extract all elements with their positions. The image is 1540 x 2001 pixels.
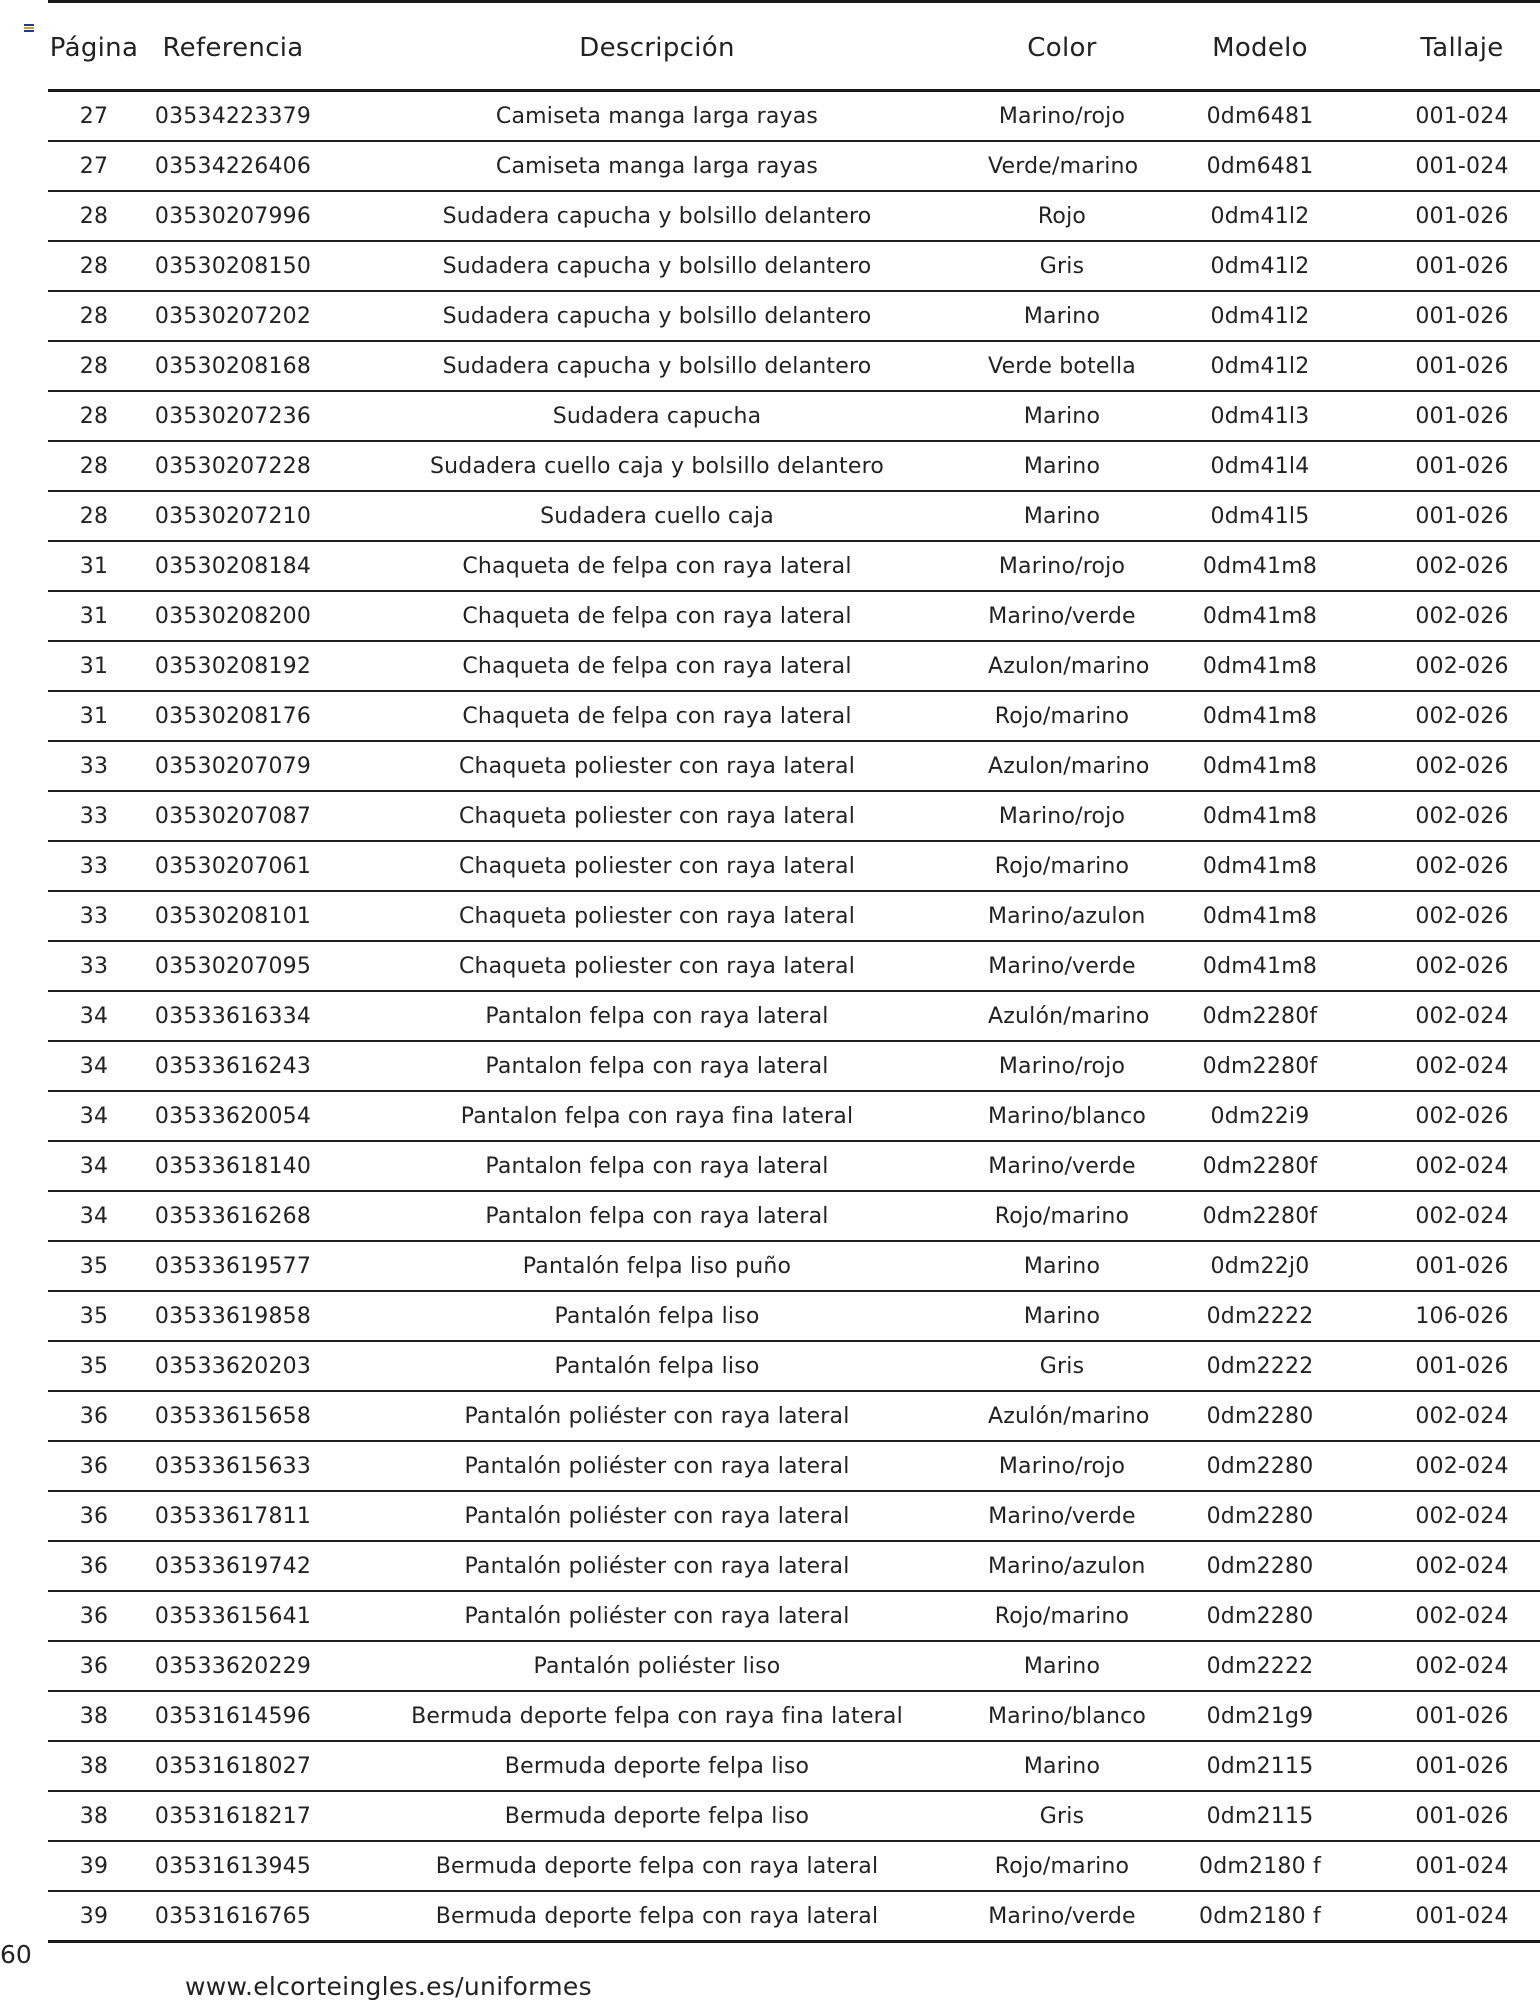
cell-descripcion: Pantalón felpa liso <box>326 1341 988 1391</box>
cell-pagina: 27 <box>48 91 140 142</box>
cell-descripcion: Sudadera capucha y bolsillo delantero <box>326 341 988 391</box>
cell-modelo: 0dm6481 <box>1136 141 1384 191</box>
cell-modelo: 0dm41m8 <box>1136 591 1384 641</box>
table-row <box>48 541 1540 591</box>
cell-color: Gris <box>988 1791 1136 1841</box>
cell-tallaje: 002-024 <box>1384 1491 1540 1541</box>
table-row <box>48 1691 1540 1741</box>
cell-referencia: 03530208192 <box>140 641 326 691</box>
table-body <box>48 91 1540 1942</box>
cell-referencia: 03530207095 <box>140 941 326 991</box>
cell-color: Azulón/marino <box>988 991 1136 1041</box>
table-row <box>48 91 1540 142</box>
cell-descripcion: Pantalón poliéster con raya lateral <box>326 1541 988 1591</box>
cell-modelo: 0dm2180 f <box>1136 1841 1384 1891</box>
cell-modelo: 0dm2280 <box>1136 1391 1384 1441</box>
cell-referencia: 03530207061 <box>140 841 326 891</box>
cell-pagina: 34 <box>48 1091 140 1141</box>
cell-tallaje: 002-024 <box>1384 1641 1540 1691</box>
cell-tallaje: 002-026 <box>1384 841 1540 891</box>
header-modelo: Modelo <box>1212 33 1308 63</box>
cell-tallaje: 001-024 <box>1384 1841 1540 1891</box>
table-row <box>48 1591 1540 1641</box>
cell-descripcion: Chaqueta poliester con raya lateral <box>326 891 988 941</box>
cell-modelo: 0dm41l2 <box>1136 191 1384 241</box>
cell-tallaje: 002-026 <box>1384 541 1540 591</box>
cell-color: Rojo/marino <box>988 691 1136 741</box>
cell-descripcion: Pantalón felpa liso puño <box>326 1241 988 1291</box>
cell-color: Rojo/marino <box>988 841 1136 891</box>
table-row <box>48 941 1540 991</box>
table-row <box>48 591 1540 641</box>
page-number: 60 <box>0 1940 32 1969</box>
cell-color: Marino <box>988 291 1136 341</box>
cell-pagina: 36 <box>48 1391 140 1441</box>
cell-color: Azulón/marino <box>988 1391 1136 1441</box>
cell-modelo: 0dm2280 <box>1136 1441 1384 1491</box>
cell-descripcion: Bermuda deporte felpa con raya lateral <box>326 1891 988 1942</box>
cell-pagina: 39 <box>48 1841 140 1891</box>
cell-modelo: 0dm41m8 <box>1136 841 1384 891</box>
header-descripcion: Descripción <box>579 33 735 63</box>
cell-pagina: 31 <box>48 541 140 591</box>
table-row <box>48 191 1540 241</box>
cell-referencia: 03530208200 <box>140 591 326 641</box>
flag-icon <box>24 24 34 32</box>
cell-tallaje: 001-026 <box>1384 391 1540 441</box>
cell-referencia: 03530207202 <box>140 291 326 341</box>
cell-color: Marino/rojo <box>988 791 1136 841</box>
cell-descripcion: Chaqueta de felpa con raya lateral <box>326 691 988 741</box>
cell-modelo: 0dm2280 <box>1136 1591 1384 1641</box>
cell-color: Rojo/marino <box>988 1591 1136 1641</box>
cell-tallaje: 002-026 <box>1384 941 1540 991</box>
cell-pagina: 33 <box>48 841 140 891</box>
cell-referencia: 03533620203 <box>140 1341 326 1391</box>
cell-color: Gris <box>988 241 1136 291</box>
cell-pagina: 38 <box>48 1791 140 1841</box>
table-row <box>48 1891 1540 1942</box>
cell-color: Marino/verde <box>988 1141 1136 1191</box>
cell-color: Marino/rojo <box>988 1441 1136 1491</box>
cell-modelo: 0dm22j0 <box>1136 1241 1384 1291</box>
cell-descripcion: Sudadera capucha y bolsillo delantero <box>326 241 988 291</box>
cell-pagina: 28 <box>48 291 140 341</box>
cell-modelo: 0dm2180 f <box>1136 1891 1384 1942</box>
cell-color: Azulon/marino <box>988 741 1136 791</box>
cell-referencia: 03533618140 <box>140 1141 326 1191</box>
cell-referencia: 03530208184 <box>140 541 326 591</box>
table-row <box>48 1541 1540 1591</box>
cell-color: Marino <box>988 441 1136 491</box>
cell-modelo: 0dm2280f <box>1136 991 1384 1041</box>
cell-color: Marino/verde <box>988 1891 1136 1942</box>
cell-referencia: 03533619742 <box>140 1541 326 1591</box>
cell-pagina: 33 <box>48 891 140 941</box>
cell-tallaje: 002-026 <box>1384 641 1540 691</box>
cell-referencia: 03533616268 <box>140 1191 326 1241</box>
cell-tallaje: 001-026 <box>1384 341 1540 391</box>
cell-pagina: 39 <box>48 1891 140 1942</box>
cell-modelo: 0dm2222 <box>1136 1291 1384 1341</box>
cell-descripcion: Bermuda deporte felpa liso <box>326 1791 988 1841</box>
cell-modelo: 0dm6481 <box>1136 91 1384 142</box>
cell-referencia: 03530208150 <box>140 241 326 291</box>
table-row <box>48 891 1540 941</box>
cell-pagina: 28 <box>48 241 140 291</box>
cell-color: Verde/marino <box>988 141 1136 191</box>
cell-descripcion: Sudadera capucha y bolsillo delantero <box>326 191 988 241</box>
cell-modelo: 0dm41m8 <box>1136 541 1384 591</box>
cell-color: Marino/blanco <box>988 1091 1136 1141</box>
table-row <box>48 1791 1540 1841</box>
cell-pagina: 31 <box>48 691 140 741</box>
cell-color: Marino/verde <box>988 941 1136 991</box>
table-row <box>48 691 1540 741</box>
cell-pagina: 28 <box>48 341 140 391</box>
cell-modelo: 0dm41m8 <box>1136 691 1384 741</box>
cell-referencia: 03533616334 <box>140 991 326 1041</box>
cell-pagina: 38 <box>48 1741 140 1791</box>
cell-color: Marino/azulon <box>988 1541 1136 1591</box>
table-header-row <box>48 2 1540 91</box>
flag-stripe <box>24 30 34 32</box>
cell-referencia: 03533615641 <box>140 1591 326 1641</box>
cell-descripcion: Bermuda deporte felpa con raya lateral <box>326 1841 988 1891</box>
cell-color: Marino/azulon <box>988 891 1136 941</box>
cell-modelo: 0dm41l2 <box>1136 341 1384 391</box>
cell-modelo: 0dm2222 <box>1136 1341 1384 1391</box>
cell-referencia: 03533616243 <box>140 1041 326 1091</box>
table-row <box>48 1641 1540 1691</box>
cell-referencia: 03534223379 <box>140 91 326 142</box>
cell-modelo: 0dm41m8 <box>1136 791 1384 841</box>
cell-tallaje: 002-024 <box>1384 1041 1540 1091</box>
cell-referencia: 03530208168 <box>140 341 326 391</box>
cell-pagina: 34 <box>48 1141 140 1191</box>
cell-tallaje: 001-026 <box>1384 1341 1540 1391</box>
table-row <box>48 291 1540 341</box>
cell-referencia: 03531613945 <box>140 1841 326 1891</box>
cell-modelo: 0dm2115 <box>1136 1741 1384 1791</box>
cell-descripcion: Pantalón poliéster con raya lateral <box>326 1491 988 1541</box>
cell-modelo: 0dm2280 <box>1136 1491 1384 1541</box>
cell-descripcion: Sudadera cuello caja y bolsillo delantero <box>326 441 988 491</box>
cell-tallaje: 001-026 <box>1384 1691 1540 1741</box>
cell-color: Marino <box>988 491 1136 541</box>
cell-modelo: 0dm2280f <box>1136 1191 1384 1241</box>
cell-pagina: 33 <box>48 791 140 841</box>
cell-pagina: 31 <box>48 591 140 641</box>
cell-modelo: 0dm41m8 <box>1136 641 1384 691</box>
table-row <box>48 491 1540 541</box>
cell-referencia: 03533620054 <box>140 1091 326 1141</box>
cell-descripcion: Sudadera capucha y bolsillo delantero <box>326 291 988 341</box>
table-row <box>48 1441 1540 1491</box>
cell-referencia: 03530207996 <box>140 191 326 241</box>
cell-descripcion: Pantalón poliéster con raya lateral <box>326 1591 988 1641</box>
cell-color: Gris <box>988 1341 1136 1391</box>
cell-modelo: 0dm41l2 <box>1136 241 1384 291</box>
cell-color: Verde botella <box>988 341 1136 391</box>
cell-descripcion: Pantalon felpa con raya lateral <box>326 991 988 1041</box>
cell-descripcion: Pantalón felpa liso <box>326 1291 988 1341</box>
table-row <box>48 741 1540 791</box>
cell-tallaje: 002-026 <box>1384 741 1540 791</box>
cell-tallaje: 002-026 <box>1384 791 1540 841</box>
table-row <box>48 1241 1540 1291</box>
cell-descripcion: Chaqueta poliester con raya lateral <box>326 791 988 841</box>
table-row <box>48 1141 1540 1191</box>
cell-tallaje: 106-026 <box>1384 1291 1540 1341</box>
cell-descripcion: Bermuda deporte felpa con raya fina lateral <box>326 1691 988 1741</box>
cell-descripcion: Chaqueta de felpa con raya lateral <box>326 641 988 691</box>
cell-tallaje: 002-024 <box>1384 1141 1540 1191</box>
cell-color: Azulon/marino <box>988 641 1136 691</box>
table-row <box>48 841 1540 891</box>
table-row <box>48 791 1540 841</box>
header-pagina: Página <box>49 33 139 63</box>
table-row <box>48 441 1540 491</box>
product-reference-table <box>48 0 1540 1943</box>
cell-tallaje: 001-024 <box>1384 141 1540 191</box>
cell-tallaje: 002-024 <box>1384 1391 1540 1441</box>
cell-referencia: 03530207228 <box>140 441 326 491</box>
cell-tallaje: 002-026 <box>1384 691 1540 741</box>
table-row <box>48 1741 1540 1791</box>
cell-referencia: 03533620229 <box>140 1641 326 1691</box>
cell-referencia: 03531618217 <box>140 1791 326 1841</box>
cell-color: Marino/blanco <box>988 1691 1136 1741</box>
header-tallaje: Tallaje <box>1420 33 1504 63</box>
cell-modelo: 0dm41l4 <box>1136 441 1384 491</box>
footer-url: www.elcorteingles.es/uniformes <box>185 1972 592 2001</box>
table-row <box>48 641 1540 691</box>
cell-pagina: 31 <box>48 641 140 691</box>
cell-referencia: 03533615633 <box>140 1441 326 1491</box>
cell-referencia: 03533619858 <box>140 1291 326 1341</box>
cell-pagina: 34 <box>48 1041 140 1091</box>
cell-pagina: 28 <box>48 391 140 441</box>
table-row <box>48 341 1540 391</box>
table-row <box>48 991 1540 1041</box>
cell-descripcion: Pantalon felpa con raya lateral <box>326 1041 988 1091</box>
cell-referencia: 03534226406 <box>140 141 326 191</box>
cell-tallaje: 001-026 <box>1384 1791 1540 1841</box>
flag-stripe <box>24 27 34 29</box>
cell-modelo: 0dm2280f <box>1136 1141 1384 1191</box>
cell-color: Marino/rojo <box>988 91 1136 142</box>
cell-color: Rojo/marino <box>988 1841 1136 1891</box>
cell-descripcion: Sudadera capucha <box>326 391 988 441</box>
cell-pagina: 36 <box>48 1441 140 1491</box>
cell-pagina: 36 <box>48 1491 140 1541</box>
cell-pagina: 33 <box>48 941 140 991</box>
table-row <box>48 1091 1540 1141</box>
cell-color: Marino/verde <box>988 591 1136 641</box>
cell-tallaje: 001-024 <box>1384 1891 1540 1942</box>
cell-pagina: 33 <box>48 741 140 791</box>
cell-tallaje: 002-024 <box>1384 1591 1540 1641</box>
cell-pagina: 36 <box>48 1641 140 1691</box>
cell-color: Marino/rojo <box>988 541 1136 591</box>
cell-modelo: 0dm22i9 <box>1136 1091 1384 1141</box>
cell-tallaje: 002-026 <box>1384 1091 1540 1141</box>
cell-modelo: 0dm41l5 <box>1136 491 1384 541</box>
cell-tallaje: 001-026 <box>1384 1241 1540 1291</box>
cell-referencia: 03530207087 <box>140 791 326 841</box>
cell-referencia: 03530208101 <box>140 891 326 941</box>
cell-tallaje: 001-026 <box>1384 241 1540 291</box>
table-row <box>48 1491 1540 1541</box>
cell-descripcion: Pantalon felpa con raya lateral <box>326 1191 988 1241</box>
cell-descripcion: Pantalón poliéster con raya lateral <box>326 1391 988 1441</box>
cell-modelo: 0dm41l3 <box>1136 391 1384 441</box>
header-referencia: Referencia <box>162 33 304 63</box>
cell-referencia: 03530208176 <box>140 691 326 741</box>
cell-color: Marino <box>988 1241 1136 1291</box>
cell-modelo: 0dm41m8 <box>1136 941 1384 991</box>
cell-color: Rojo/marino <box>988 1191 1136 1241</box>
table-row <box>48 141 1540 191</box>
cell-pagina: 34 <box>48 991 140 1041</box>
cell-tallaje: 002-026 <box>1384 591 1540 641</box>
cell-tallaje: 001-026 <box>1384 291 1540 341</box>
table-row <box>48 241 1540 291</box>
table-row <box>48 1191 1540 1241</box>
cell-referencia: 03530207236 <box>140 391 326 441</box>
cell-referencia: 03531618027 <box>140 1741 326 1791</box>
table-row <box>48 1341 1540 1391</box>
cell-tallaje: 001-026 <box>1384 1741 1540 1791</box>
flag-stripe <box>24 24 34 26</box>
cell-pagina: 28 <box>48 491 140 541</box>
table-row <box>48 1841 1540 1891</box>
cell-descripcion: Sudadera cuello caja <box>326 491 988 541</box>
cell-descripcion: Pantalón poliéster liso <box>326 1641 988 1691</box>
cell-pagina: 28 <box>48 441 140 491</box>
cell-tallaje: 002-024 <box>1384 1441 1540 1491</box>
cell-tallaje: 001-026 <box>1384 491 1540 541</box>
cell-descripcion: Chaqueta de felpa con raya lateral <box>326 541 988 591</box>
cell-color: Rojo <box>988 191 1136 241</box>
cell-color: Marino <box>988 1291 1136 1341</box>
cell-descripcion: Camiseta manga larga rayas <box>326 141 988 191</box>
cell-descripcion: Pantalon felpa con raya lateral <box>326 1141 988 1191</box>
cell-pagina: 36 <box>48 1541 140 1591</box>
cell-descripcion: Chaqueta poliester con raya lateral <box>326 941 988 991</box>
cell-pagina: 38 <box>48 1691 140 1741</box>
cell-referencia: 03533619577 <box>140 1241 326 1291</box>
cell-color: Marino/rojo <box>988 1041 1136 1091</box>
cell-pagina: 34 <box>48 1191 140 1241</box>
cell-tallaje: 002-024 <box>1384 991 1540 1041</box>
cell-modelo: 0dm41m8 <box>1136 891 1384 941</box>
cell-descripcion: Chaqueta de felpa con raya lateral <box>326 591 988 641</box>
table-row <box>48 391 1540 441</box>
cell-pagina: 36 <box>48 1591 140 1641</box>
cell-pagina: 35 <box>48 1291 140 1341</box>
cell-color: Marino <box>988 1741 1136 1791</box>
cell-pagina: 35 <box>48 1241 140 1291</box>
cell-pagina: 27 <box>48 141 140 191</box>
cell-referencia: 03530207079 <box>140 741 326 791</box>
cell-modelo: 0dm2280f <box>1136 1041 1384 1091</box>
table-row <box>48 1391 1540 1441</box>
cell-referencia: 03531616765 <box>140 1891 326 1942</box>
cell-descripcion: Pantalon felpa con raya fina lateral <box>326 1091 988 1141</box>
cell-descripcion: Camiseta manga larga rayas <box>326 91 988 142</box>
cell-modelo: 0dm41m8 <box>1136 741 1384 791</box>
cell-referencia: 03533615658 <box>140 1391 326 1441</box>
cell-color: Marino <box>988 1641 1136 1691</box>
cell-modelo: 0dm2280 <box>1136 1541 1384 1591</box>
cell-tallaje: 001-026 <box>1384 441 1540 491</box>
cell-modelo: 0dm2222 <box>1136 1641 1384 1691</box>
cell-tallaje: 002-024 <box>1384 1541 1540 1591</box>
cell-color: Marino <box>988 391 1136 441</box>
cell-tallaje: 001-026 <box>1384 191 1540 241</box>
cell-tallaje: 002-026 <box>1384 891 1540 941</box>
cell-pagina: 35 <box>48 1341 140 1391</box>
cell-modelo: 0dm21g9 <box>1136 1691 1384 1741</box>
header-color: Color <box>1027 33 1097 63</box>
cell-modelo: 0dm2115 <box>1136 1791 1384 1841</box>
cell-descripcion: Bermuda deporte felpa liso <box>326 1741 988 1791</box>
table-row <box>48 1291 1540 1341</box>
cell-tallaje: 002-024 <box>1384 1191 1540 1241</box>
cell-tallaje: 001-024 <box>1384 91 1540 142</box>
cell-descripcion: Pantalón poliéster con raya lateral <box>326 1441 988 1491</box>
cell-descripcion: Chaqueta poliester con raya lateral <box>326 841 988 891</box>
cell-referencia: 03533617811 <box>140 1491 326 1541</box>
cell-referencia: 03530207210 <box>140 491 326 541</box>
cell-color: Marino/verde <box>988 1491 1136 1541</box>
cell-pagina: 28 <box>48 191 140 241</box>
cell-descripcion: Chaqueta poliester con raya lateral <box>326 741 988 791</box>
table-row <box>48 1041 1540 1091</box>
cell-referencia: 03531614596 <box>140 1691 326 1741</box>
cell-modelo: 0dm41l2 <box>1136 291 1384 341</box>
